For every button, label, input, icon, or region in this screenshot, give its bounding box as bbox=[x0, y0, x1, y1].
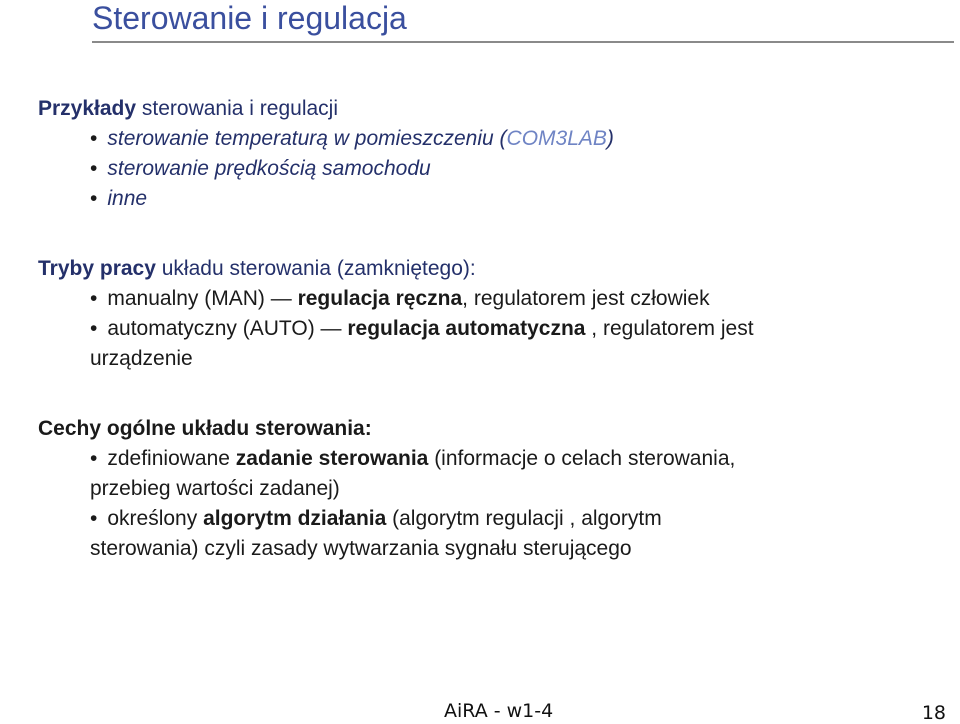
item-text-end: , regulatorem jest bbox=[585, 317, 754, 340]
list-item-continuation: przebieg wartości zadanej) bbox=[90, 477, 340, 500]
com3lab-link[interactable]: COM3LAB bbox=[506, 127, 607, 150]
item-text: zdefiniowane bbox=[107, 447, 236, 470]
heading-bold: Przykłady bbox=[38, 97, 137, 120]
bullet-icon: • bbox=[90, 187, 98, 210]
item-text: inne bbox=[107, 187, 148, 210]
bullet-icon: • bbox=[90, 317, 98, 340]
bullet-icon: • bbox=[90, 507, 98, 530]
item-bold: zadanie sterowania bbox=[235, 447, 429, 470]
item-bold: regulacja automatyczna bbox=[347, 317, 586, 340]
item-text-end: (informacje o celach sterowania, bbox=[428, 447, 736, 470]
item-text-end: (algorytm regulacji , algorytm bbox=[386, 507, 662, 530]
item-text: automatyczny (AUTO) — bbox=[107, 317, 348, 340]
item-bold: regulacja ręczna bbox=[297, 287, 463, 310]
item-text: określony bbox=[107, 507, 204, 530]
item-text: sterowanie temperaturą w pomieszczeniu ( bbox=[107, 127, 507, 150]
heading-text: sterowania i regulacji bbox=[136, 97, 338, 120]
section-heading: Cechy ogólne układu sterowania: bbox=[38, 417, 372, 440]
list-item bbox=[38, 154, 938, 184]
heading-text: układu sterowania (zamkniętego): bbox=[155, 257, 476, 280]
section-features bbox=[38, 414, 938, 564]
slide-content bbox=[38, 94, 938, 564]
list-item bbox=[38, 504, 938, 534]
title-divider bbox=[92, 41, 954, 43]
bullet-icon: • bbox=[90, 287, 98, 310]
slide-title: Sterowanie i regulacja bbox=[92, 0, 407, 36]
section-examples bbox=[38, 94, 938, 214]
list-item-continuation: urządzenie bbox=[90, 347, 193, 370]
page-number: 18 bbox=[921, 702, 946, 724]
section-heading bbox=[38, 254, 938, 284]
footer-label: AiRA - w1-4 bbox=[444, 700, 554, 722]
bullet-icon: • bbox=[90, 447, 98, 470]
list-item bbox=[38, 314, 938, 344]
list-item bbox=[38, 124, 938, 154]
item-text: manualny (MAN) — bbox=[107, 287, 298, 310]
bullet-icon: • bbox=[90, 157, 98, 180]
item-text-end: ) bbox=[606, 127, 614, 150]
list-item bbox=[38, 284, 938, 314]
section-modes bbox=[38, 254, 938, 374]
heading-bold: Tryby pracy bbox=[38, 257, 156, 280]
item-bold: algorytm działania bbox=[203, 507, 387, 530]
section-heading bbox=[38, 94, 938, 124]
list-item bbox=[38, 444, 938, 474]
item-text: sterowanie prędkością samochodu bbox=[107, 157, 431, 180]
bullet-icon: • bbox=[90, 127, 98, 150]
item-text-end: , regulatorem jest człowiek bbox=[462, 287, 710, 310]
list-item-continuation: sterowania) czyli zasady wytwarzania sygnału sterującego bbox=[90, 537, 632, 560]
list-item bbox=[38, 184, 938, 214]
